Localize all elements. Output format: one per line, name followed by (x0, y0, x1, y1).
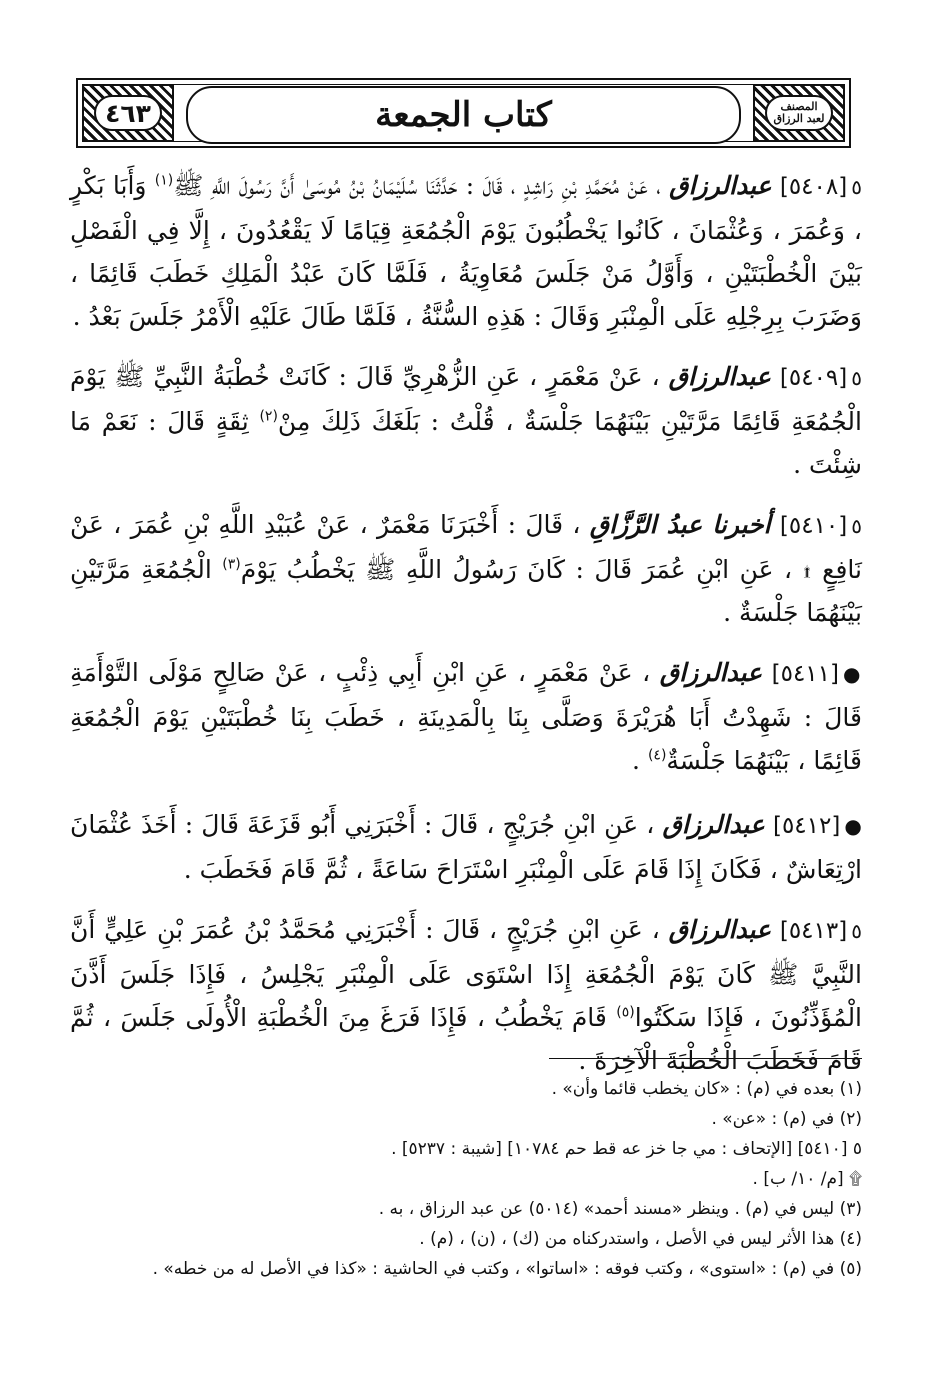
hadith-number: [٥٤٠٨] (779, 174, 848, 200)
footnotes (70, 1074, 862, 1284)
hadith-author: عبدالرزاق (659, 658, 763, 687)
title-cartouche (186, 86, 741, 144)
page-header (76, 78, 851, 148)
hadith-marker: ٥ (851, 919, 862, 943)
hadith-author: عبدالرزاق (669, 171, 772, 200)
hadith-paragraph (70, 803, 862, 891)
hadith-author: عبدالرزاق (668, 362, 771, 391)
emblem-top-text: المصنف (780, 100, 818, 113)
hadith-text: ، عَنْ مُحَمَّدِ بْنِ رَاشِدٍ ، قَالَ : حَدَّثَنَا سُلَيْمَانُ بْنُ مُوسَىٰ أَنَّ رَسُولَ اللَّهِ ﷺ (173, 171, 661, 200)
hadith-number: [٥٤١٣] (779, 918, 848, 944)
footnote-reference: (٥) (616, 1004, 635, 1021)
hadith-marker: ● (843, 662, 863, 686)
hadith-number: [٥٤١٠] (779, 513, 848, 539)
footnote: (٣) ليس في (م) . وينظر «مسند أحمد» (٥٠١٤) عن عبد الرزاق ، به . (378, 1199, 862, 1219)
hadith-author: عبدالرزاق (662, 810, 765, 839)
hadith-paragraph (70, 503, 862, 634)
emblem-bottom-text: لعبد الرزاق (773, 112, 825, 125)
main-text (70, 164, 862, 1099)
hadith-text-continued: ثِقَةٍ قَالَ : نَعَمْ مَا شِئْتَ . (70, 407, 862, 479)
emblem-seal (765, 95, 833, 131)
hadith-text-continued: الْجُمُعَةِ مَرَّتَيْنِ بَيْنَهُمَا جَلْسَةٌ . (70, 555, 862, 627)
hadith-text: ، عَنِ ابْنِ جُرَيْجٍ ، قَالَ : أَخْبَرَنِي أَبُو قَزَعَةَ قَالَ : أَخَذَ عُثْمَانَ ارْتِعَاشٌ ، فَكَانَ إِذَا قَامَ عَلَى الْمِنْبَرِ اسْتَرَاحَ سَاعَةً ، ثُمَّ قَامَ فَخَطَبَ . (70, 810, 862, 884)
hadith-author: عبدالرزاق (668, 915, 771, 944)
hadith-text: ، عَنْ مَعْمَرٍ ، عَنِ الزُّهْرِيِّ قَالَ : كَانَتْ خُطْبَةُ النَّبِيِّ ﷺ يَوْمَ الْجُمُعَةِ قَائِمًا مَرَّتَيْنِ بَيْنَهُمَا جَلْسَةٌ ، قُلْتُ : بَلَغَكَ ذَلِكَ مِنْ (70, 362, 862, 436)
hadith-paragraph (70, 651, 862, 782)
hadith-text: ، عَنْ مَعْمَرٍ ، عَنِ ابْنِ أَبِي ذِئْبٍ ، عَنْ صَالِحٍ مَوْلَى التَّوْأَمَةِ قَالَ : شَهِدْتُ أَبَا هُرَيْرَةَ وَصَلَّى بِنَا بِالْمَدِينَةِ ، خَطَبَ بِنَا خُطْبَتَيْنِ يَوْمَ الْجُمُعَةِ قَائِمًا ، بَيْنَهُمَا جَلْسَةٌ (70, 658, 862, 775)
hadith-text: ، قَالَ : أَخْبَرَنَا مَعْمَرٌ ، عَنْ عُبَيْدِ اللَّهِ بْنِ عُمَرَ ، عَنْ نَافِعٍ ۩ ، عَنِ ابْنِ عُمَرَ قَالَ : كَانَ رَسُولُ اللَّهِ ﷺ يَخْطُبُ يَوْمَ (70, 510, 862, 584)
footnote: (٥) في (م) : «استوى» ، وكتب فوقه : «اساتوا» ، وكتب في الحاشية : «كذا في الأصل له من خطه» . (152, 1259, 862, 1279)
footnote: (٢) في (م) : «عن» . (711, 1109, 862, 1129)
hadith-paragraph (70, 164, 862, 338)
hadith-paragraph (70, 908, 862, 1082)
hadith-marker: ٥ (851, 514, 863, 538)
hadith-text-continued: قَامَ يَخْطُبُ ، فَإِذَا فَرَغَ مِنَ الْخُطْبَةِ الْأُولَى جَلَسَ ، ثُمَّ قَامَ فَخَطَبَ الْخُطْبَةَ الْآخِرَةَ . (70, 1003, 862, 1075)
footnote: ۩ [م/ ١٠/ ب] . (752, 1169, 862, 1189)
emblem-ornament (753, 84, 845, 142)
footnote-reference: (٣) (222, 556, 241, 573)
footnote-reference: (٤) (647, 747, 667, 764)
page-number-box (94, 95, 162, 131)
hadith-text-continued: . (632, 746, 640, 775)
book-title: كتاب الجمعة (375, 95, 552, 135)
footnote: (١) بعده في (م) : «كان يخطب قائما وأن» . (551, 1079, 862, 1099)
hadith-text-continued: وَأَبَا بَكْرٍ ، وَعُمَرَ ، وَعُثْمَانَ ، كَانُوا يَخْطُبُونَ يَوْمَ الْجُمُعَةِ قِيَامًا لَا يَقْعُدُونَ ، إِلَّا فِي الْفَصْلِ بَيْنَ الْخُطْبَتَيْنِ ، وَأَوَّلُ مَنْ جَلَسَ مُعَاوِيَةُ ، فَلَمَّا كَانَ عَبْدُ الْمَلِكِ خَطَبَ قَائِمًا ، وَضَرَبَ بِرِجْلِهِ عَلَى الْمِنْبَرِ وَقَالَ : هَذِهِ السُّنَّةُ ، فَلَمَّا طَالَ عَلَيْهِ الْأَمْرُ جَلَسَ بَعْدُ . (70, 171, 862, 331)
hadith-marker: ● (844, 814, 862, 838)
hadith-number: [٥٤١٢] (772, 813, 841, 839)
hadith-author: أخبرنا عبدُ الرَّزَّاقِ (589, 510, 771, 539)
footnote-separator (549, 1058, 862, 1059)
page-number-ornament (82, 84, 174, 142)
page-number: ٤٦٣ (105, 98, 151, 128)
footnote-reference: (١) (154, 172, 174, 189)
hadith-paragraph (70, 355, 862, 486)
footnote: ٥ [٥٤١٠] [الإتحاف : مي جا خز عه قط حم ١٠٧٨٤] [شيبة : ٥٢٣٧] . (391, 1139, 862, 1159)
hadith-marker: ٥ (851, 366, 863, 390)
hadith-number: [٥٤١١] (771, 661, 839, 687)
hadith-number: [٥٤٠٩] (779, 365, 848, 391)
footnote: (٤) هذا الأثر ليس في الأصل ، واستدركناه من (ك) ، (ن) ، (م) . (419, 1229, 862, 1249)
hadith-marker: ٥ (851, 175, 862, 199)
footnote-reference: (٢) (259, 408, 278, 425)
hadith-text: ، عَنِ ابْنِ جُرَيْجٍ ، قَالَ : أَخْبَرَنِي مُحَمَّدُ بْنُ عُمَرَ بْنِ عَلِيٍّ أَنَّ النَّبِيَّ ﷺ كَانَ يَوْمَ الْجُمُعَةِ إِذَا اسْتَوَى عَلَى الْمِنْبَرِ يَجْلِسُ ، فَإِذَا جَلَسَ أَذَّنَ الْمُؤَذِّنُونَ ، فَإِذَا سَكَتُوا (70, 915, 863, 1032)
